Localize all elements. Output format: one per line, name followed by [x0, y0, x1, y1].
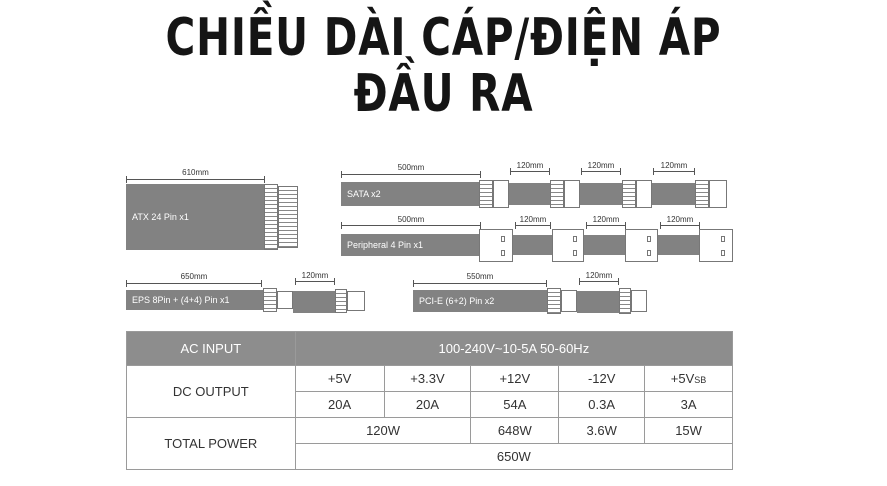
- pcie-connector-1: [547, 288, 561, 314]
- sata-connector-4: [695, 180, 709, 208]
- eps-segment-line: [295, 281, 335, 282]
- sata-segment-label-3: 120mm: [660, 161, 688, 170]
- sata-segment-label-2: 120mm: [587, 161, 615, 170]
- pcie-length-label: 550mm: [466, 272, 494, 281]
- sata-connector-4b: [709, 180, 727, 208]
- rail-12v: +12V: [471, 366, 559, 392]
- peripheral-segment-2: [584, 235, 626, 255]
- rail-5v: +5V: [295, 366, 384, 392]
- eps-connector-2b: [347, 291, 365, 311]
- total-power-value: 650W: [295, 444, 732, 470]
- power-5v-3v3: 120W: [295, 418, 471, 444]
- current-5vsb: 3A: [645, 392, 733, 418]
- rail-3v3: +3.3V: [384, 366, 471, 392]
- page-title-line1: CHIỀU DÀI CÁP/ĐIỆN ÁP: [165, 8, 722, 68]
- molex-pin: [573, 236, 577, 242]
- current-12v: 54A: [471, 392, 559, 418]
- sata-connector-2b: [564, 180, 580, 208]
- current-3v3: 20A: [384, 392, 471, 418]
- sata-segment-3: [652, 183, 696, 205]
- atx-cable: ATX 24 Pin x1: [126, 184, 265, 250]
- molex-pin: [573, 250, 577, 256]
- pcie-dimension-line: [413, 283, 547, 284]
- peripheral-segment-label-3: 120mm: [666, 215, 694, 224]
- dc-output-label: DC OUTPUT: [127, 366, 296, 418]
- rail-neg12v: -12V: [559, 366, 645, 392]
- peripheral-length-label: 500mm: [397, 215, 425, 224]
- molex-pin: [501, 250, 505, 256]
- eps-connector-1: [263, 288, 277, 312]
- molex-pin: [647, 250, 651, 256]
- peripheral-segment-3: [658, 235, 700, 255]
- sata-segment-label-1: 120mm: [516, 161, 544, 170]
- molex-pin: [721, 236, 725, 242]
- total-power-label: TOTAL POWER: [127, 418, 296, 470]
- pcie-connector-1b: [561, 290, 577, 312]
- pcie-segment-line: [579, 281, 619, 282]
- molex-connector-2: [552, 229, 584, 262]
- rail-5vsb: [645, 366, 733, 392]
- molex-pin: [501, 236, 505, 242]
- pcie-cable: PCI-E (6+2) Pin x2: [413, 290, 547, 312]
- power-neg12v: 3.6W: [559, 418, 645, 444]
- sata-connector-1: [479, 180, 493, 208]
- pcie-segment-label: 120mm: [585, 271, 613, 280]
- eps-connector-2: [335, 289, 347, 313]
- peripheral-dimension-line: [341, 225, 481, 226]
- sata-segment-line-1: [510, 171, 550, 172]
- page-title-line2: ĐẦU RA: [353, 64, 534, 124]
- sata-segment-2: [580, 183, 622, 205]
- current-5v: 20A: [295, 392, 384, 418]
- pcie-segment: [577, 291, 620, 313]
- sata-connector-1b: [493, 180, 509, 208]
- molex-pin: [721, 250, 725, 256]
- peripheral-segment-line-1: [515, 225, 551, 226]
- eps-length-label: 650mm: [180, 272, 208, 281]
- molex-connector-1: [479, 229, 513, 262]
- sata-connector-2: [550, 180, 564, 208]
- atx-length-label: 610mm: [182, 168, 209, 177]
- spec-table: [126, 331, 733, 470]
- rail-5vsb-sub: SB: [694, 375, 707, 385]
- sata-dimension-line: [341, 174, 481, 175]
- power-12v: 648W: [471, 418, 559, 444]
- eps-cable: EPS 8Pin + (4+4) Pin x1: [126, 290, 264, 310]
- sata-connector-3b: [636, 180, 652, 208]
- peripheral-segment-label-2: 120mm: [592, 215, 620, 224]
- molex-connector-4: [699, 229, 733, 262]
- atx-connector-head: [278, 186, 298, 248]
- pcie-connector-2b: [631, 290, 647, 312]
- molex-pin: [647, 236, 651, 242]
- ac-input-label: AC INPUT: [127, 332, 296, 366]
- current-neg12v: 0.3A: [559, 392, 645, 418]
- peripheral-segment-line-2: [586, 225, 626, 226]
- eps-segment-label: 120mm: [301, 271, 329, 280]
- eps-dimension-line: [126, 283, 262, 284]
- sata-length-label: 500mm: [397, 163, 425, 172]
- eps-segment: [293, 291, 336, 313]
- peripheral-segment-line-3: [660, 225, 700, 226]
- molex-connector-3: [625, 229, 658, 262]
- peripheral-cable: Peripheral 4 Pin x1: [341, 234, 481, 256]
- peripheral-segment-label-1: 120mm: [519, 215, 547, 224]
- sata-connector-3: [622, 180, 636, 208]
- atx-connector: [264, 184, 278, 250]
- eps-connector-1b: [277, 291, 293, 309]
- power-5vsb: 15W: [645, 418, 733, 444]
- ac-input-value: 100-240V~10-5A 50-60Hz: [295, 332, 732, 366]
- sata-segment-line-3: [653, 171, 695, 172]
- pcie-connector-2: [619, 288, 631, 314]
- rail-5vsb-main: +5V: [670, 371, 695, 386]
- peripheral-segment-1: [513, 235, 553, 255]
- atx-dimension-line: [126, 179, 265, 180]
- sata-segment-line-2: [581, 171, 621, 172]
- sata-cable: SATA x2: [341, 182, 481, 206]
- sata-segment-1: [509, 183, 550, 205]
